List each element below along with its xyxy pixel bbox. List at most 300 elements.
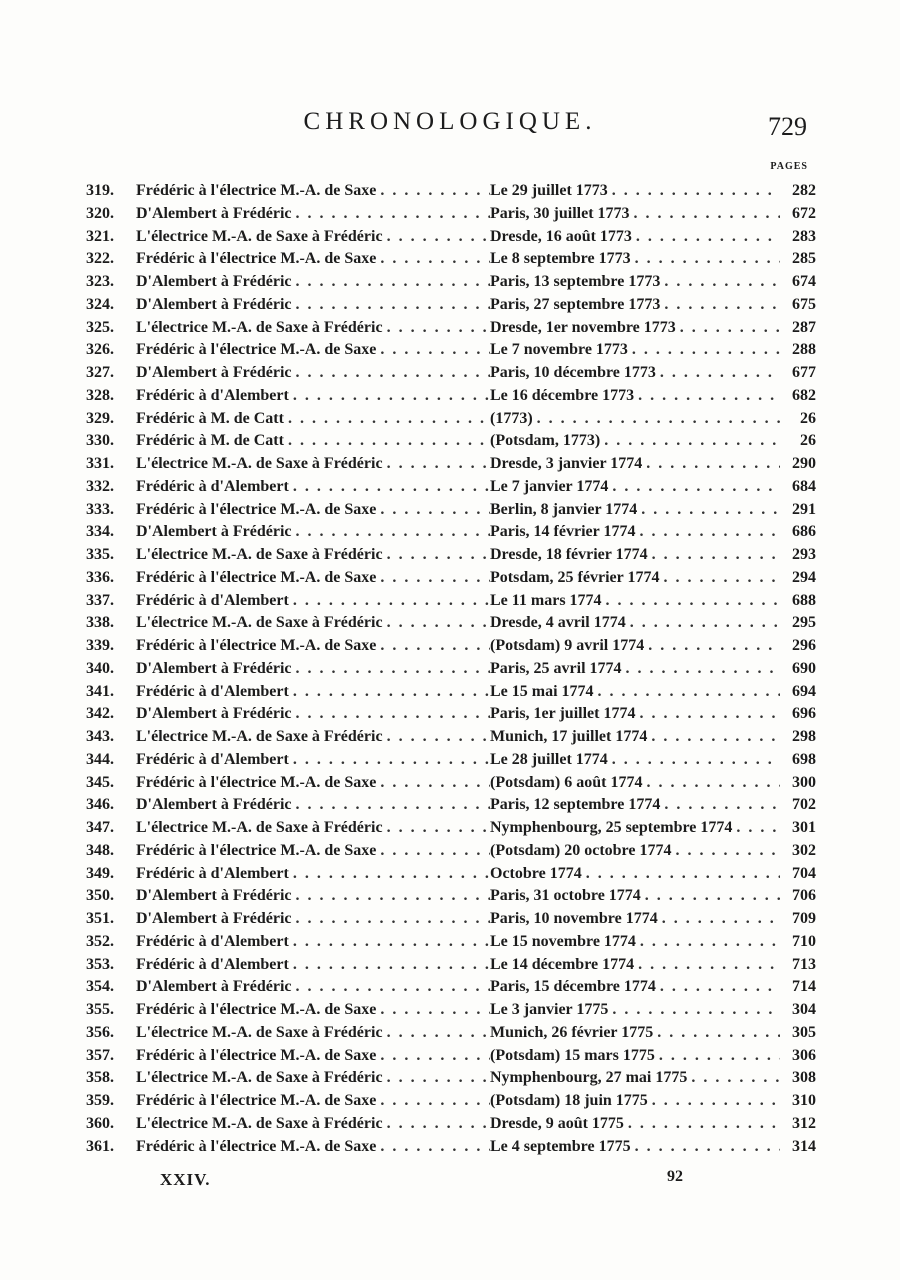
toc-entry	[86, 453, 816, 476]
dot-leader	[383, 544, 490, 567]
dot-leader	[376, 567, 490, 590]
dot-leader	[656, 976, 780, 999]
entry-number: 349.	[86, 864, 114, 882]
dot-leader	[291, 658, 490, 681]
entry-correspondents: Frédéric à l'électrice M.-A. de Saxe	[136, 1137, 377, 1155]
dot-leader	[630, 203, 780, 226]
dot-leader	[631, 248, 780, 271]
entry-page: 709	[792, 910, 816, 927]
entry-place-date: Dresde, 3 janvier 1774	[490, 455, 643, 472]
dot-leader	[624, 1113, 780, 1136]
entry-place-date: Munich, 26 février 1775	[490, 1023, 654, 1041]
toc-entry	[86, 1136, 816, 1159]
entry-place-date: Paris, 25 avril 1774	[490, 659, 622, 677]
entry-number: 361.	[86, 1137, 114, 1155]
entry-page: 296	[792, 637, 816, 654]
entry-correspondents: Frédéric à l'électrice M.-A. de Saxe	[136, 773, 377, 791]
dot-leader	[383, 1022, 490, 1045]
dot-leader	[376, 635, 490, 658]
entry-number: 351.	[86, 910, 114, 927]
dot-leader	[687, 1067, 780, 1090]
entry-correspondents: Frédéric à M. de Catt	[136, 432, 284, 450]
dot-leader	[622, 658, 780, 681]
entry-place-date: Paris, 1er juillet 1774	[490, 705, 636, 723]
toc-entry	[86, 658, 816, 681]
entry-page: 282	[792, 182, 816, 199]
toc-entry	[86, 544, 816, 567]
entry-place-date: Dresde, 18 février 1774	[490, 546, 648, 563]
toc-entry	[86, 612, 816, 635]
entry-number: 325.	[86, 318, 114, 336]
entry-page: 293	[792, 546, 816, 563]
dot-leader	[291, 294, 490, 317]
entry-number: 332.	[86, 477, 114, 495]
entry-correspondents: Frédéric à d'Alembert	[136, 955, 289, 973]
entry-correspondents: L'électrice M.-A. de Saxe à Frédéric	[136, 455, 383, 472]
entry-number: 342.	[86, 705, 114, 723]
entry-page: 696	[792, 705, 816, 723]
entry-place-date: Paris, 10 novembre 1774	[490, 910, 658, 927]
entry-number: 324.	[86, 295, 114, 313]
entry-correspondents: L'électrice M.-A. de Saxe à Frédéric	[136, 546, 383, 563]
toc-entry	[86, 521, 816, 544]
entry-correspondents: Frédéric à l'électrice M.-A. de Saxe	[136, 568, 377, 586]
entry-number: 340.	[86, 659, 114, 677]
entry-place-date: Le 8 septembre 1773	[490, 250, 631, 268]
entry-page: 310	[792, 1092, 816, 1109]
dot-leader	[634, 385, 780, 408]
dot-leader	[653, 1022, 780, 1045]
entry-page: 295	[792, 614, 816, 632]
entry-correspondents: D'Alembert à Frédéric	[136, 796, 292, 814]
entry-number: 326.	[86, 341, 114, 359]
entry-correspondents: Frédéric à d'Alembert	[136, 477, 289, 495]
chronological-table	[86, 180, 816, 1158]
entry-number: 344.	[86, 750, 114, 768]
entry-place-date: Paris, 13 septembre 1773	[490, 273, 661, 290]
toc-entry	[86, 1067, 816, 1090]
entry-page: 675	[792, 295, 816, 313]
entry-place-date: Dresde, 9 août 1775	[490, 1114, 624, 1132]
dot-leader	[284, 430, 490, 453]
entry-page: 26	[800, 409, 816, 427]
entry-page: 672	[792, 204, 816, 222]
toc-entry	[86, 749, 816, 772]
dot-leader	[376, 840, 490, 863]
toc-entry	[86, 590, 816, 613]
dot-leader	[291, 976, 490, 999]
dot-leader	[637, 499, 780, 522]
toc-entry	[86, 681, 816, 704]
entry-page: 26	[800, 432, 816, 450]
toc-entry	[86, 567, 816, 590]
entry-place-date: Paris, 14 février 1774	[490, 523, 636, 541]
dot-leader	[291, 885, 490, 908]
entry-place-date: Le 15 novembre 1774	[490, 932, 636, 950]
dot-leader	[376, 1136, 490, 1159]
toc-entry	[86, 840, 816, 863]
entry-place-date: (1773)	[490, 409, 533, 427]
entry-number: 319.	[86, 182, 114, 199]
entry-correspondents: Frédéric à d'Alembert	[136, 750, 289, 768]
toc-entry	[86, 908, 816, 931]
entry-number: 334.	[86, 523, 114, 541]
toc-entry	[86, 635, 816, 658]
dot-leader	[383, 612, 490, 635]
entry-correspondents: L'électrice M.-A. de Saxe à Frédéric	[136, 227, 383, 245]
entry-correspondents: Frédéric à d'Alembert	[136, 591, 289, 609]
entry-number: 357.	[86, 1046, 114, 1064]
entry-place-date: Nymphenbourg, 25 septembre 1774	[490, 819, 733, 836]
dot-leader	[732, 817, 780, 840]
entry-number: 359.	[86, 1092, 114, 1109]
dot-leader	[634, 954, 780, 977]
dot-leader	[648, 544, 780, 567]
dot-leader	[608, 999, 780, 1022]
entry-number: 346.	[86, 796, 114, 814]
entry-page: 686	[792, 523, 816, 541]
entry-place-date: Le 11 mars 1774	[490, 591, 602, 609]
dot-leader	[660, 271, 780, 294]
entry-page: 682	[792, 386, 816, 404]
entry-number: 355.	[86, 1001, 114, 1018]
entry-correspondents: Frédéric à l'électrice M.-A. de Saxe	[136, 1001, 377, 1018]
entry-place-date: Le 4 septembre 1775	[490, 1137, 631, 1155]
dot-leader	[632, 226, 780, 249]
entry-correspondents: Frédéric à l'électrice M.-A. de Saxe	[136, 637, 377, 654]
entry-correspondents: Frédéric à d'Alembert	[136, 864, 289, 882]
entry-number: 336.	[86, 568, 114, 586]
entry-place-date: Nymphenbourg, 27 mai 1775	[490, 1069, 688, 1087]
dot-leader	[291, 521, 490, 544]
entry-page: 302	[792, 841, 816, 859]
dot-leader	[635, 703, 780, 726]
dot-leader	[376, 1045, 490, 1068]
volume-signature: XXIV.	[160, 1170, 211, 1189]
dot-leader	[659, 567, 780, 590]
entry-page: 684	[792, 477, 816, 495]
entry-page: 674	[792, 273, 816, 290]
entry-place-date: Le 7 janvier 1774	[490, 477, 609, 495]
toc-entry	[86, 476, 816, 499]
entry-place-date: Le 7 novembre 1773	[490, 341, 628, 359]
toc-entry	[86, 954, 816, 977]
dot-leader	[608, 749, 780, 772]
entry-number: 339.	[86, 637, 114, 654]
entry-page: 294	[792, 568, 816, 586]
dot-leader	[291, 271, 490, 294]
entry-number: 321.	[86, 227, 114, 245]
dot-leader	[383, 1113, 490, 1136]
dot-leader	[291, 203, 490, 226]
toc-entry	[86, 794, 816, 817]
dot-leader	[608, 476, 780, 499]
entry-correspondents: L'électrice M.-A. de Saxe à Frédéric	[136, 1114, 383, 1132]
entry-correspondents: D'Alembert à Frédéric	[136, 295, 292, 313]
entry-number: 350.	[86, 887, 114, 905]
entry-number: 354.	[86, 978, 114, 996]
entry-place-date: Le 15 mai 1774	[490, 682, 594, 700]
entry-number: 343.	[86, 728, 114, 745]
entry-number: 320.	[86, 204, 114, 222]
dot-leader	[636, 931, 780, 954]
entry-place-date: (Potsdam) 6 août 1774	[490, 773, 643, 791]
entry-correspondents: Frédéric à l'électrice M.-A. de Saxe	[136, 1046, 377, 1064]
toc-entry	[86, 1022, 816, 1045]
entry-correspondents: Frédéric à l'électrice M.-A. de Saxe	[136, 182, 377, 199]
entry-page: 306	[792, 1046, 816, 1064]
entry-correspondents: Frédéric à M. de Catt	[136, 409, 284, 427]
entry-place-date: Paris, 30 juillet 1773	[490, 204, 630, 222]
dot-leader	[291, 362, 490, 385]
toc-entry	[86, 817, 816, 840]
entry-place-date: Le 28 juillet 1774	[490, 750, 608, 768]
toc-entry	[86, 271, 816, 294]
toc-entry	[86, 931, 816, 954]
dot-leader	[635, 521, 780, 544]
entry-number: 329.	[86, 409, 114, 427]
toc-entry	[86, 248, 816, 271]
entry-page: 688	[792, 591, 816, 609]
toc-entry	[86, 703, 816, 726]
entry-correspondents: Frédéric à l'électrice M.-A. de Saxe	[136, 341, 377, 359]
entry-place-date: Le 3 janvier 1775	[490, 1001, 609, 1018]
toc-entry	[86, 1113, 816, 1136]
entry-place-date: Potsdam, 25 février 1774	[490, 568, 660, 586]
dot-leader	[284, 408, 490, 431]
entry-place-date: (Potsdam) 20 octobre 1774	[490, 841, 672, 859]
dot-leader	[642, 772, 780, 795]
entry-number: 345.	[86, 773, 114, 791]
entry-number: 333.	[86, 500, 114, 518]
entry-correspondents: L'électrice M.-A. de Saxe à Frédéric	[136, 728, 383, 745]
entry-correspondents: D'Alembert à Frédéric	[136, 273, 292, 290]
toc-entry	[86, 385, 816, 408]
dot-leader	[671, 840, 780, 863]
dot-leader	[644, 635, 780, 658]
entry-number: 323.	[86, 273, 114, 290]
entry-correspondents: D'Alembert à Frédéric	[136, 978, 292, 996]
entry-correspondents: L'électrice M.-A. de Saxe à Frédéric	[136, 318, 383, 336]
entry-correspondents: Frédéric à d'Alembert	[136, 932, 289, 950]
dot-leader	[656, 362, 780, 385]
dot-leader	[383, 317, 490, 340]
toc-entry	[86, 226, 816, 249]
entry-page: 702	[792, 796, 816, 814]
entry-place-date: Berlin, 8 janvier 1774	[490, 500, 638, 518]
toc-entry	[86, 362, 816, 385]
toc-entry	[86, 976, 816, 999]
entry-correspondents: L'électrice M.-A. de Saxe à Frédéric	[136, 819, 383, 836]
dot-leader	[628, 339, 780, 362]
entry-page: 291	[792, 500, 816, 518]
dot-leader	[376, 339, 490, 362]
dot-leader	[608, 180, 780, 203]
entry-page: 288	[792, 341, 816, 359]
entry-page: 308	[792, 1069, 816, 1087]
entry-place-date: Dresde, 1er novembre 1773	[490, 318, 676, 336]
entry-place-date: (Potsdam) 9 avril 1774	[490, 637, 645, 654]
pages-column-heading: PAGES	[770, 161, 808, 172]
dot-leader	[289, 863, 490, 886]
toc-entry	[86, 726, 816, 749]
entry-page: 290	[792, 455, 816, 472]
entry-page: 698	[792, 750, 816, 768]
page-number: 729	[768, 112, 807, 141]
entry-correspondents: L'électrice M.-A. de Saxe à Frédéric	[136, 614, 383, 632]
entry-correspondents: D'Alembert à Frédéric	[136, 659, 292, 677]
dot-leader	[647, 726, 780, 749]
dot-leader	[376, 499, 490, 522]
dot-leader	[602, 590, 780, 613]
toc-entry	[86, 294, 816, 317]
entry-page: 704	[792, 864, 816, 882]
entry-number: 341.	[86, 682, 114, 700]
dot-leader	[582, 863, 780, 886]
entry-number: 330.	[86, 432, 114, 450]
dot-leader	[594, 681, 780, 704]
dot-leader	[655, 1045, 780, 1068]
dot-leader	[376, 248, 490, 271]
entry-page: 300	[792, 773, 816, 791]
entry-page: 694	[792, 682, 816, 700]
entry-place-date: Le 14 décembre 1774	[490, 955, 635, 973]
entry-place-date: Dresde, 4 avril 1774	[490, 614, 626, 632]
toc-entry	[86, 430, 816, 453]
entry-correspondents: D'Alembert à Frédéric	[136, 705, 292, 723]
dot-leader	[383, 226, 490, 249]
entry-correspondents: D'Alembert à Frédéric	[136, 364, 292, 381]
entry-number: 331.	[86, 455, 114, 472]
entry-page: 301	[792, 819, 816, 836]
toc-entry	[86, 1045, 816, 1068]
running-head-title: CHRONOLOGIQUE.	[303, 108, 597, 135]
entry-correspondents: Frédéric à d'Alembert	[136, 682, 289, 700]
entry-place-date: (Potsdam) 15 mars 1775	[490, 1046, 655, 1064]
dot-leader	[376, 180, 490, 203]
entry-place-date: Octobre 1774	[490, 864, 582, 882]
toc-entry	[86, 317, 816, 340]
toc-entry	[86, 863, 816, 886]
dot-leader	[289, 931, 490, 954]
toc-entry	[86, 999, 816, 1022]
dot-leader	[660, 794, 780, 817]
entry-number: 337.	[86, 591, 114, 609]
entry-place-date: Paris, 12 septembre 1774	[490, 796, 661, 814]
entry-place-date: Le 16 décembre 1773	[490, 386, 635, 404]
entry-page: 285	[792, 250, 816, 268]
dot-leader	[376, 999, 490, 1022]
entry-number: 358.	[86, 1069, 114, 1087]
entry-place-date: Paris, 27 septembre 1773	[490, 295, 661, 313]
entry-page: 298	[792, 728, 816, 745]
entry-number: 328.	[86, 386, 114, 404]
sheet-number: 92	[667, 1168, 683, 1185]
dot-leader	[383, 726, 490, 749]
toc-entry	[86, 499, 816, 522]
dot-leader	[289, 954, 490, 977]
dot-leader	[376, 772, 490, 795]
dot-leader	[533, 408, 780, 431]
entry-number: 322.	[86, 250, 114, 268]
dot-leader	[289, 590, 490, 613]
entry-number: 338.	[86, 614, 114, 632]
toc-entry	[86, 180, 816, 203]
entry-correspondents: D'Alembert à Frédéric	[136, 523, 292, 541]
entry-page: 677	[792, 364, 816, 381]
entry-number: 360.	[86, 1114, 114, 1132]
dot-leader	[291, 794, 490, 817]
dot-leader	[376, 1090, 490, 1113]
dot-leader	[631, 1136, 780, 1159]
toc-entry	[86, 339, 816, 362]
dot-leader	[648, 1090, 780, 1113]
entry-page: 283	[792, 227, 816, 245]
dot-leader	[291, 908, 490, 931]
entry-page: 305	[792, 1023, 816, 1041]
entry-page: 304	[792, 1001, 816, 1018]
entry-number: 353.	[86, 955, 114, 973]
dot-leader	[641, 885, 780, 908]
entry-number: 347.	[86, 819, 114, 836]
entry-correspondents: Frédéric à d'Alembert	[136, 386, 289, 404]
toc-entry	[86, 203, 816, 226]
toc-entry	[86, 1090, 816, 1113]
entry-page: 690	[792, 659, 816, 677]
toc-entry	[86, 885, 816, 908]
entry-number: 335.	[86, 546, 114, 563]
dot-leader	[660, 294, 780, 317]
entry-number: 352.	[86, 932, 114, 950]
entry-place-date: Dresde, 16 août 1773	[490, 227, 632, 245]
dot-leader	[600, 430, 780, 453]
entry-place-date: Paris, 10 décembre 1773	[490, 364, 656, 381]
entry-correspondents: L'électrice M.-A. de Saxe à Frédéric	[136, 1069, 383, 1087]
dot-leader	[383, 817, 490, 840]
entry-page: 714	[792, 978, 816, 996]
dot-leader	[383, 453, 490, 476]
entry-correspondents: L'électrice M.-A. de Saxe à Frédéric	[136, 1023, 383, 1041]
dot-leader	[676, 317, 780, 340]
dot-leader	[642, 453, 780, 476]
entry-place-date: (Potsdam) 18 juin 1775	[490, 1092, 648, 1109]
entry-correspondents: Frédéric à l'électrice M.-A. de Saxe	[136, 841, 377, 859]
dot-leader	[626, 612, 780, 635]
dot-leader	[291, 703, 490, 726]
entry-place-date: Paris, 15 décembre 1774	[490, 978, 656, 996]
entry-page: 287	[792, 318, 816, 336]
dot-leader	[289, 681, 490, 704]
entry-correspondents: Frédéric à l'électrice M.-A. de Saxe	[136, 250, 377, 268]
entry-place-date: Le 29 juillet 1773	[490, 182, 608, 199]
entry-page: 312	[792, 1114, 816, 1132]
toc-entry	[86, 772, 816, 795]
entry-page: 713	[792, 955, 816, 973]
entry-number: 327.	[86, 364, 114, 381]
entry-page: 710	[792, 932, 816, 950]
entry-place-date: (Potsdam, 1773)	[490, 432, 601, 450]
entry-correspondents: Frédéric à l'électrice M.-A. de Saxe	[136, 500, 377, 518]
entry-place-date: Paris, 31 octobre 1774	[490, 887, 641, 905]
toc-entry	[86, 408, 816, 431]
entry-correspondents: D'Alembert à Frédéric	[136, 887, 292, 905]
dot-leader	[289, 385, 490, 408]
dot-leader	[289, 749, 490, 772]
entry-page: 314	[792, 1137, 816, 1155]
entry-page: 706	[792, 887, 816, 905]
dot-leader	[658, 908, 780, 931]
entry-number: 348.	[86, 841, 114, 859]
